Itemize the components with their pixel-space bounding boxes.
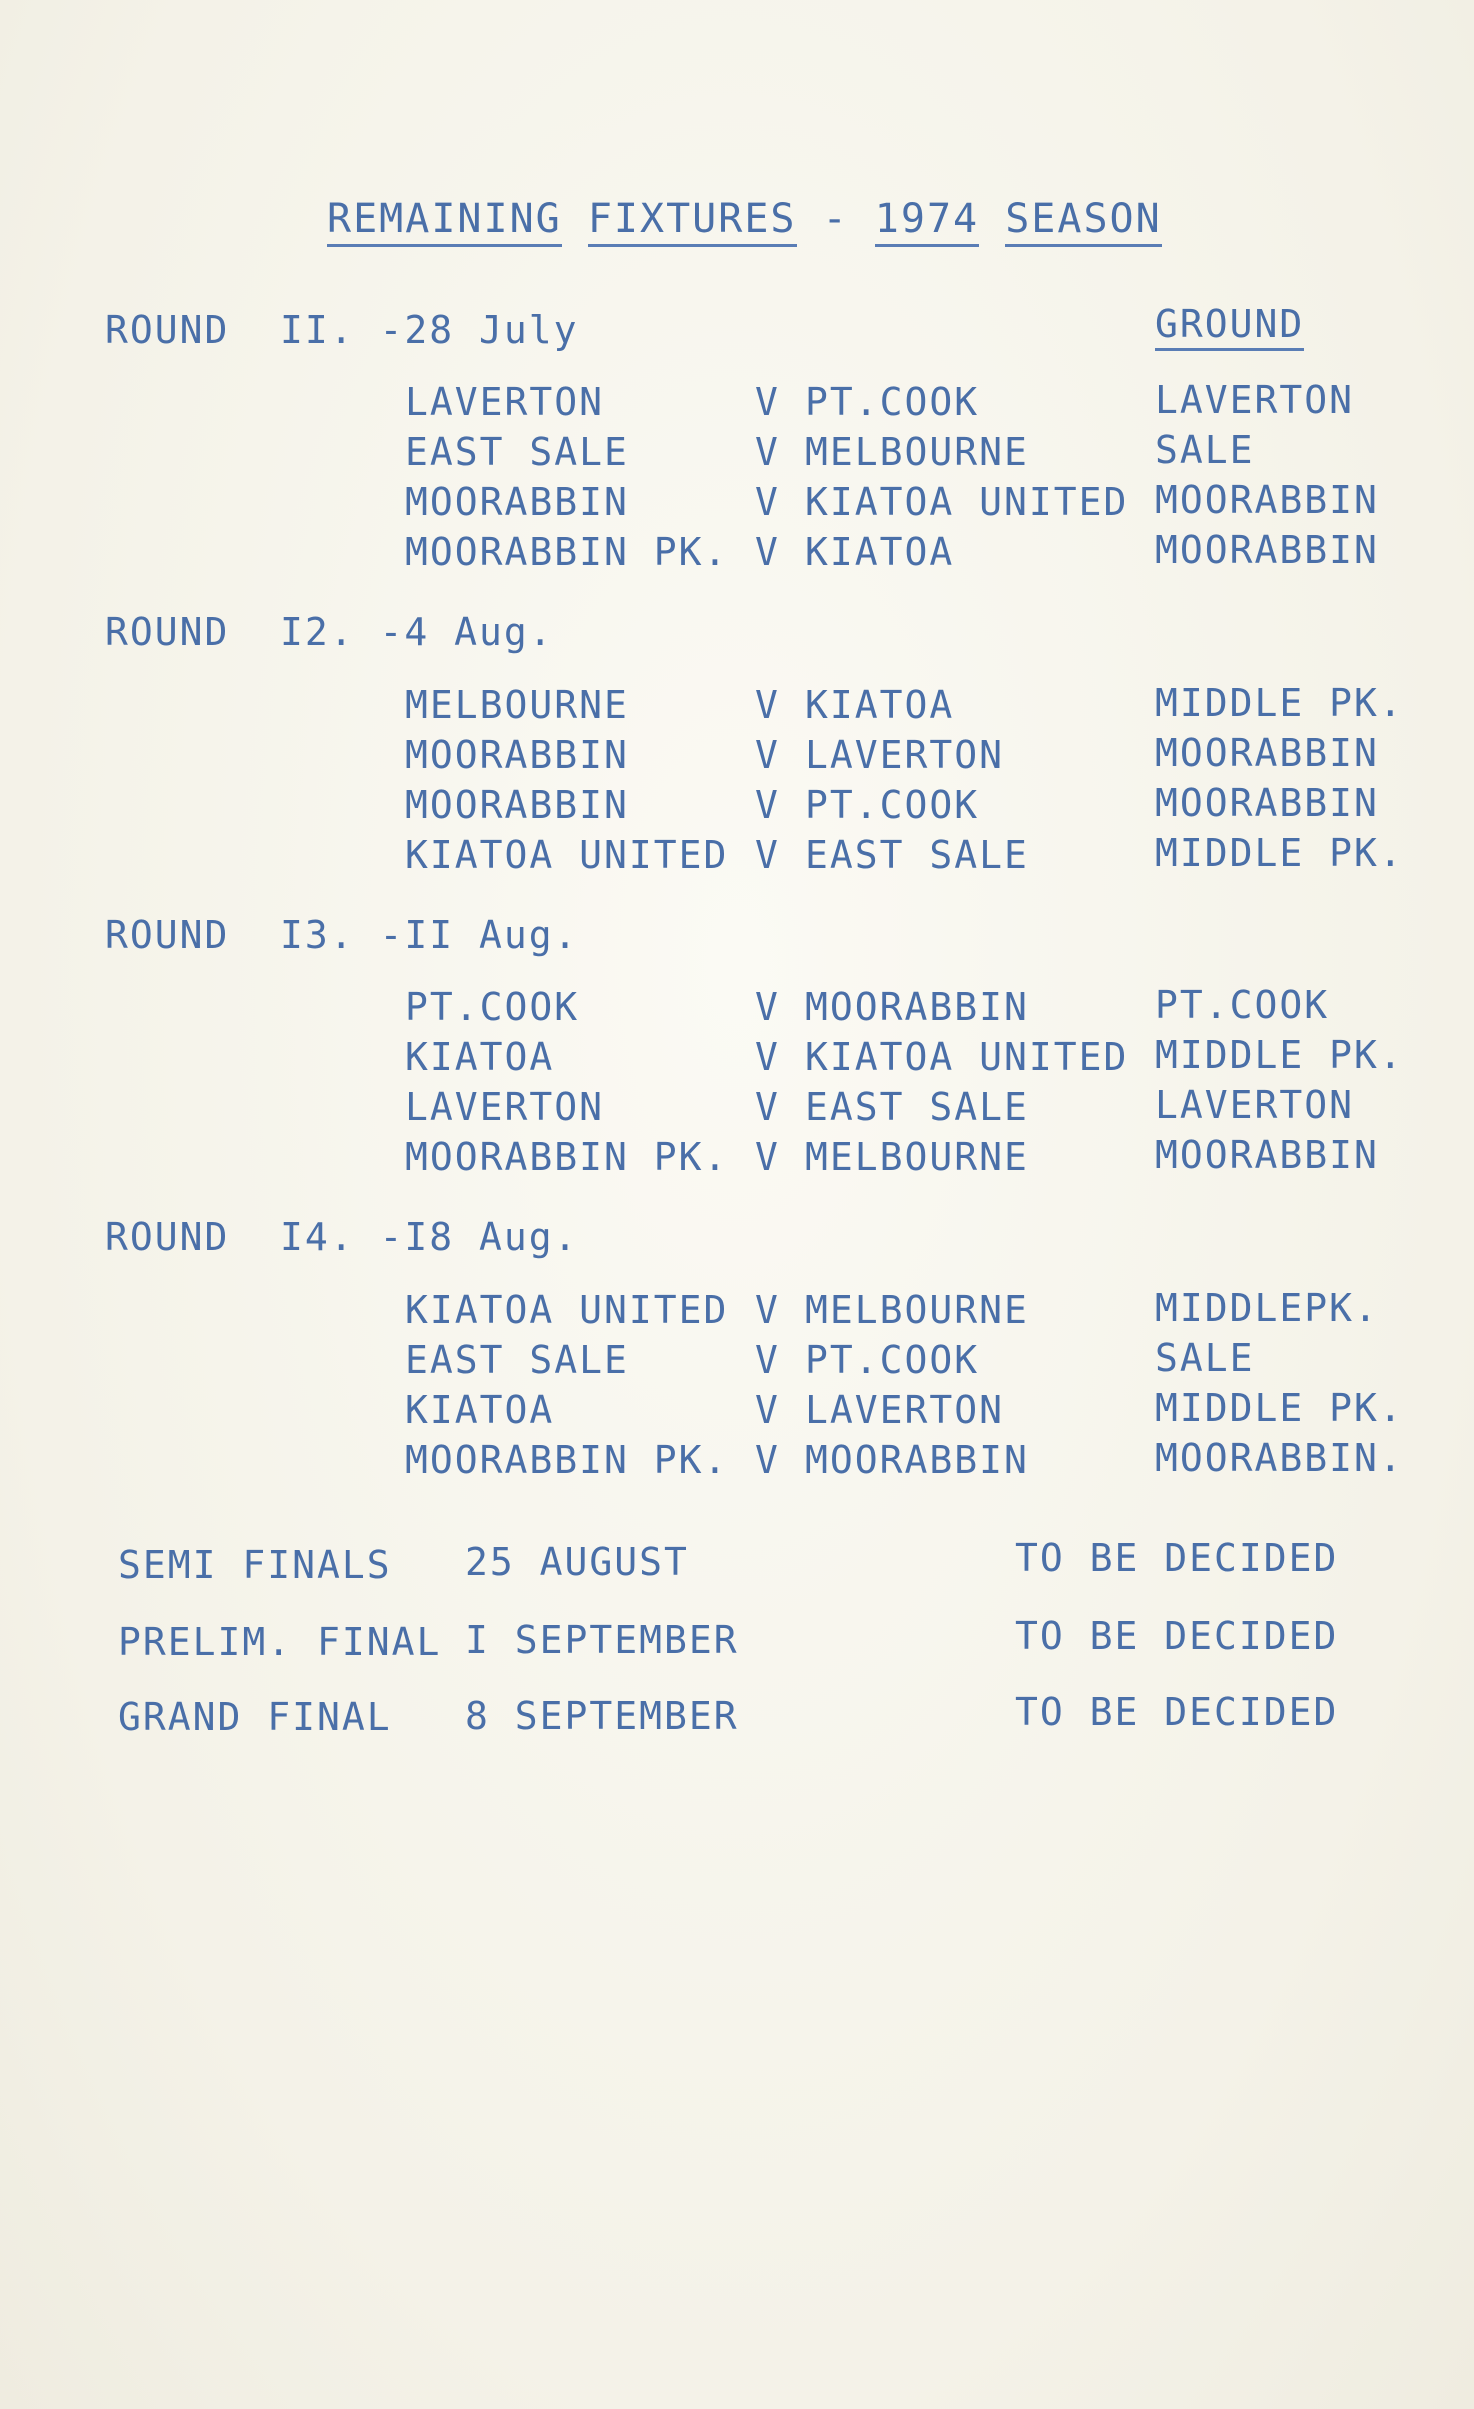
final-name: PRELIM. FINAL — [118, 1620, 442, 1664]
match-versus: V — [755, 1135, 780, 1179]
match-versus: V — [755, 1288, 780, 1332]
match-home-team: MOORABBIN PK. — [405, 530, 729, 574]
final-status: TO BE DECIDED — [1015, 1536, 1339, 1580]
match-versus: V — [755, 1035, 780, 1079]
match-home-team: MOORABBIN — [405, 783, 629, 827]
match-away-team: MOORABBIN — [805, 1438, 1029, 1482]
final-date: 25 AUGUST — [465, 1540, 689, 1584]
match-home-team: MOORABBIN — [405, 733, 629, 777]
match-ground: SALE — [1155, 428, 1255, 472]
match-ground: MIDDLEPK. — [1155, 1286, 1379, 1330]
match-away-team: KIATOA — [805, 530, 955, 574]
round-label: ROUND — [105, 308, 230, 352]
match-ground: MOORABBIN — [1155, 528, 1379, 572]
match-home-team: KIATOA UNITED — [405, 833, 729, 877]
final-name: GRAND FINAL — [118, 1695, 392, 1739]
match-away-team: MOORABBIN — [805, 985, 1029, 1029]
match-home-team: MOORABBIN PK. — [405, 1135, 729, 1179]
match-versus: V — [755, 480, 780, 524]
match-ground: SALE — [1155, 1336, 1255, 1380]
match-home-team: LAVERTON — [405, 1085, 605, 1129]
match-home-team: LAVERTON — [405, 380, 605, 424]
match-ground: MIDDLE PK. — [1155, 1386, 1404, 1430]
match-versus: V — [755, 380, 780, 424]
match-ground: MOORABBIN — [1155, 1133, 1379, 1177]
round-number-date: II. -28 July — [280, 308, 579, 352]
match-ground: MOORABBIN — [1155, 781, 1379, 825]
match-home-team: PT.COOK — [405, 985, 580, 1029]
match-versus: V — [755, 985, 780, 1029]
match-away-team: KIATOA UNITED — [805, 480, 1129, 524]
match-home-team: KIATOA UNITED — [405, 1288, 729, 1332]
match-away-team: LAVERTON — [805, 733, 1005, 777]
round-number-date: I2. -4 Aug. — [280, 610, 554, 654]
match-away-team: PT.COOK — [805, 380, 980, 424]
round-number-date: I3. -II Aug. — [280, 913, 579, 957]
match-home-team: KIATOA — [405, 1035, 555, 1079]
match-ground: LAVERTON — [1155, 378, 1355, 422]
page-title — [327, 196, 1162, 247]
round-label: ROUND — [105, 610, 230, 654]
match-versus: V — [755, 1438, 780, 1482]
match-home-team: MOORABBIN PK. — [405, 1438, 729, 1482]
final-status: TO BE DECIDED — [1015, 1614, 1339, 1658]
match-versus: V — [755, 783, 780, 827]
match-ground: MIDDLE PK. — [1155, 831, 1404, 875]
match-away-team: KIATOA — [805, 683, 955, 727]
match-away-team: PT.COOK — [805, 1338, 980, 1382]
match-home-team: EAST SALE — [405, 1338, 629, 1382]
match-versus: V — [755, 530, 780, 574]
match-ground: PT.COOK — [1155, 983, 1330, 1027]
match-away-team: PT.COOK — [805, 783, 980, 827]
match-ground: MIDDLE PK. — [1155, 681, 1404, 725]
match-versus: V — [755, 833, 780, 877]
final-date: I SEPTEMBER — [465, 1618, 739, 1662]
match-away-team: MELBOURNE — [805, 430, 1029, 474]
round-label: ROUND — [105, 1215, 230, 1259]
title-word-season: SEASON — [1005, 196, 1162, 247]
match-away-team: MELBOURNE — [805, 1135, 1029, 1179]
match-versus: V — [755, 1338, 780, 1382]
match-ground: MIDDLE PK. — [1155, 1033, 1404, 1077]
match-home-team: EAST SALE — [405, 430, 629, 474]
title-year: 1974 — [875, 196, 979, 247]
title-dash: - — [822, 196, 849, 242]
match-ground: MOORABBIN — [1155, 731, 1379, 775]
ground-column-header: GROUND — [1155, 302, 1304, 351]
title-word-remaining: REMAINING — [327, 196, 562, 247]
match-versus: V — [755, 683, 780, 727]
match-away-team: MELBOURNE — [805, 1288, 1029, 1332]
final-date: 8 SEPTEMBER — [465, 1694, 739, 1738]
match-away-team: LAVERTON — [805, 1388, 1005, 1432]
match-home-team: KIATOA — [405, 1388, 555, 1432]
match-ground: LAVERTON — [1155, 1083, 1355, 1127]
match-versus: V — [755, 430, 780, 474]
match-away-team: EAST SALE — [805, 833, 1029, 877]
match-home-team: MELBOURNE — [405, 683, 629, 727]
round-number-date: I4. -I8 Aug. — [280, 1215, 579, 1259]
final-name: SEMI FINALS — [118, 1543, 392, 1587]
match-away-team: EAST SALE — [805, 1085, 1029, 1129]
match-ground: MOORABBIN — [1155, 478, 1379, 522]
match-away-team: KIATOA UNITED — [805, 1035, 1129, 1079]
match-versus: V — [755, 733, 780, 777]
title-word-fixtures: FIXTURES — [588, 196, 797, 247]
match-versus: V — [755, 1388, 780, 1432]
round-label: ROUND — [105, 913, 230, 957]
final-status: TO BE DECIDED — [1015, 1690, 1339, 1734]
match-ground: MOORABBIN. — [1155, 1436, 1404, 1480]
match-home-team: MOORABBIN — [405, 480, 629, 524]
match-versus: V — [755, 1085, 780, 1129]
